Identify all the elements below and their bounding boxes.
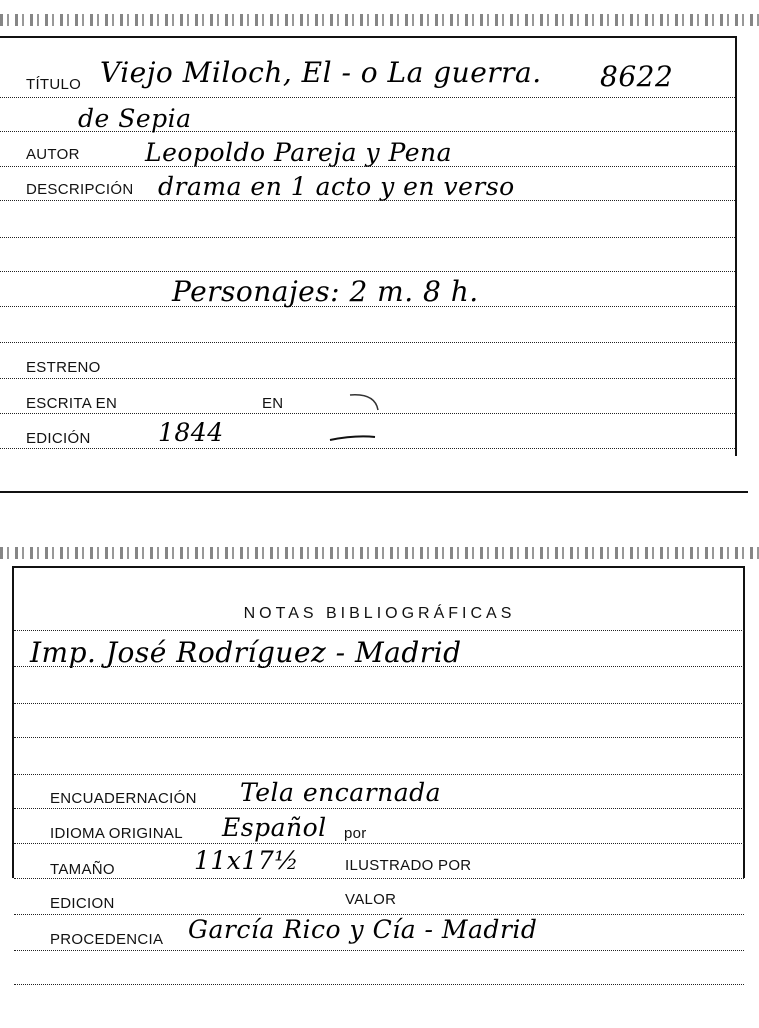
rule-line [0,378,735,379]
rule-line [14,703,744,704]
rule-line [14,984,744,985]
por-label: por [344,825,367,842]
tamano-label: TAMAÑO [50,861,115,878]
autor-value: Leopoldo Pareja y Pena [145,138,453,167]
rule-line [0,237,735,238]
edicion-value: 1844 [158,418,224,447]
personajes-value: Personajes: 2 m. 8 h. [172,275,479,308]
encuadernacion-value: Tela encarnada [240,778,442,807]
scan-noise-bottom [0,547,759,559]
ilustrado-label: ILUSTRADO POR [345,857,472,874]
encuadernacion-label: ENCUADERNACIÓN [50,790,197,807]
rule-line [14,950,744,951]
catalog-number: 8622 [600,60,674,93]
catalog-card-bottom [0,540,759,1028]
descripcion-label: DESCRIPCIÓN [26,181,134,198]
edicion-label: EDICION [50,895,115,912]
rule-line [14,630,744,631]
rule-line [14,878,744,879]
card-top-border [12,566,745,568]
procedencia-label: PROCEDENCIA [50,931,164,948]
rule-line [14,774,744,775]
rule-line [0,97,735,98]
card-top-border [0,36,737,38]
card-right-border [735,36,737,456]
autor-label: AUTOR [26,146,80,163]
rule-line [14,737,744,738]
tamano-value: 11x17½ [194,846,299,875]
scan-noise-top [0,14,759,26]
edicion-label: EDICIÓN [26,430,91,447]
imprenta-value: Imp. José Rodríguez - Madrid [30,636,462,669]
card-separator [0,491,748,493]
idioma-value: Español [222,813,327,842]
escrita-en-label: ESCRITA EN [26,395,118,412]
descripcion-value: drama en 1 acto y en verso [158,172,515,201]
notas-heading: NOTAS BIBLIOGRÁFICAS [243,605,516,622]
rule-line [0,342,735,343]
procedencia-value: García Rico y Cía - Madrid [188,915,538,944]
rule-line [14,808,744,809]
scan-smudge [320,385,390,450]
rule-line [14,843,744,844]
valor-label: VALOR [345,891,397,908]
idioma-label: IDIOMA ORIGINAL [50,825,183,842]
titulo-value: Viejo Miloch, El - o La guerra. [100,56,542,89]
en-label: EN [262,395,284,412]
catalog-card-top [0,0,759,495]
estreno-label: ESTRENO [26,359,101,376]
rule-line [0,271,735,272]
titulo-label: TÍTULO [26,76,82,93]
titulo-value-continued: de Sepia [78,104,192,133]
